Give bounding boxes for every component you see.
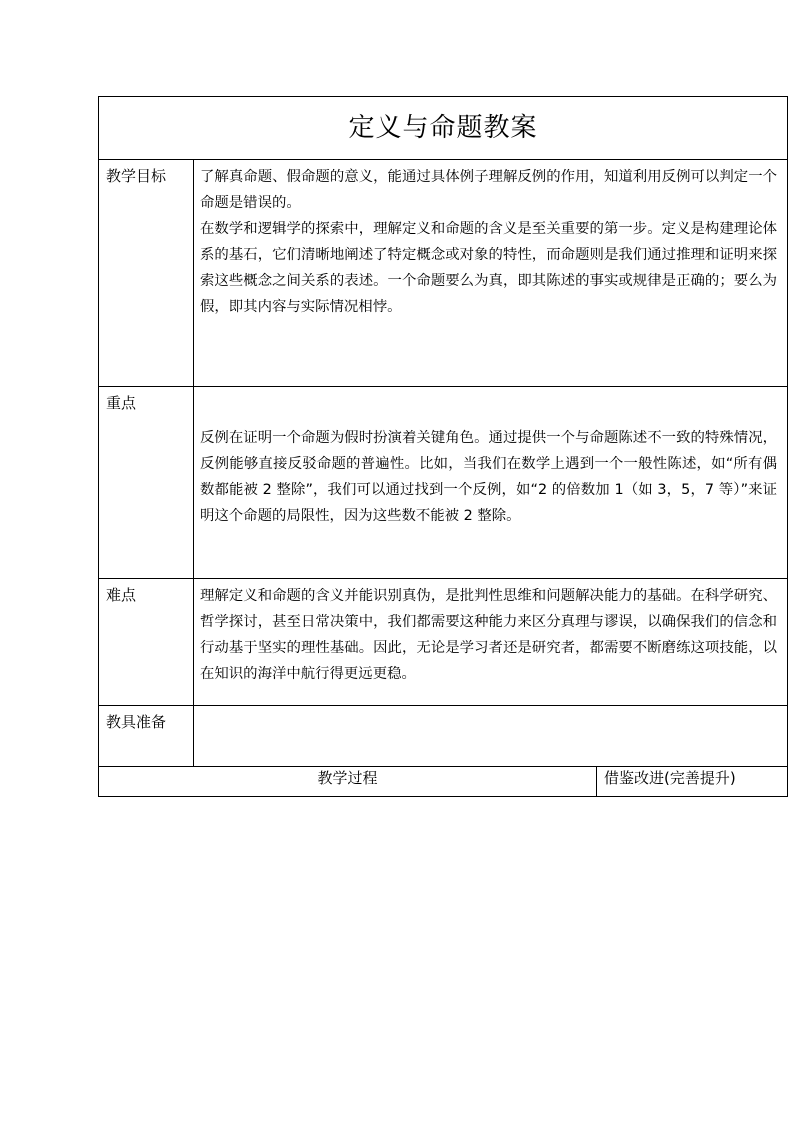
difficulty-row	[99, 579, 788, 706]
title-row	[99, 97, 788, 160]
difficulty-paragraph: 理解定义和命题的含义并能识别真伪，是批判性思维和问题解决能力的基础。在科学研究、哲学探讨，甚至日常决策中，我们都需要这种能力来区分真理与谬误，以确保我们的信念和行动基于坚实的理性基础。因此，无论是学习者还是研究者，都需要不断磨练这项技能，以在知识的海洋中航行得更远更稳。	[200, 588, 778, 682]
difficulty-label: 难点	[99, 579, 194, 706]
prep-label: 教具准备	[99, 706, 194, 767]
difficulty-content	[194, 579, 788, 706]
title-cell	[99, 97, 788, 160]
goals-paragraph-2: 在数学和逻辑学的探索中，理解定义和命题的含义是至关重要的第一步。定义是构建理论体系的基石，它们清晰地阐述了特定概念或对象的特性，而命题则是我们通过推理和证明来探索这些概念之间关系的表述。一个命题要么为真，即其陈述的事实或规律是正确的；要么为假，即其内容与实际情况相悖。	[200, 221, 778, 315]
focus-row	[99, 387, 788, 579]
focus-spacer	[200, 391, 777, 425]
page-title: 定义与命题教案	[348, 113, 538, 143]
process-row	[99, 767, 788, 797]
prep-content	[194, 706, 788, 767]
goals-content	[194, 160, 788, 387]
focus-content	[194, 387, 788, 579]
goals-paragraph-1: 了解真命题、假命题的意义，能通过具体例子理解反例的作用，知道利用反例可以判定一个命题是错误的。	[200, 169, 778, 211]
prep-row	[99, 706, 788, 767]
lesson-plan-table	[98, 96, 788, 797]
focus-paragraph: 反例在证明一个命题为假时扮演着关键角色。通过提供一个与命题陈述不一致的特殊情况，反例能够直接反驳命题的普遍性。比如，当我们在数学上遇到一个一般性陈述，如“所有偶数都能被 2 整除”，我们可以通过找到一个反例，如“2 的倍数加 1（如 3，5，7 等）”来证明这个命题的局限性，因为这些数不能被 2 整除。	[200, 430, 778, 524]
goals-label: 教学目标	[99, 160, 194, 387]
goals-row	[99, 160, 788, 387]
improvement-heading: 借鉴改进(完善提升)	[597, 767, 788, 797]
focus-label: 重点	[99, 387, 194, 579]
process-heading: 教学过程	[99, 767, 597, 797]
